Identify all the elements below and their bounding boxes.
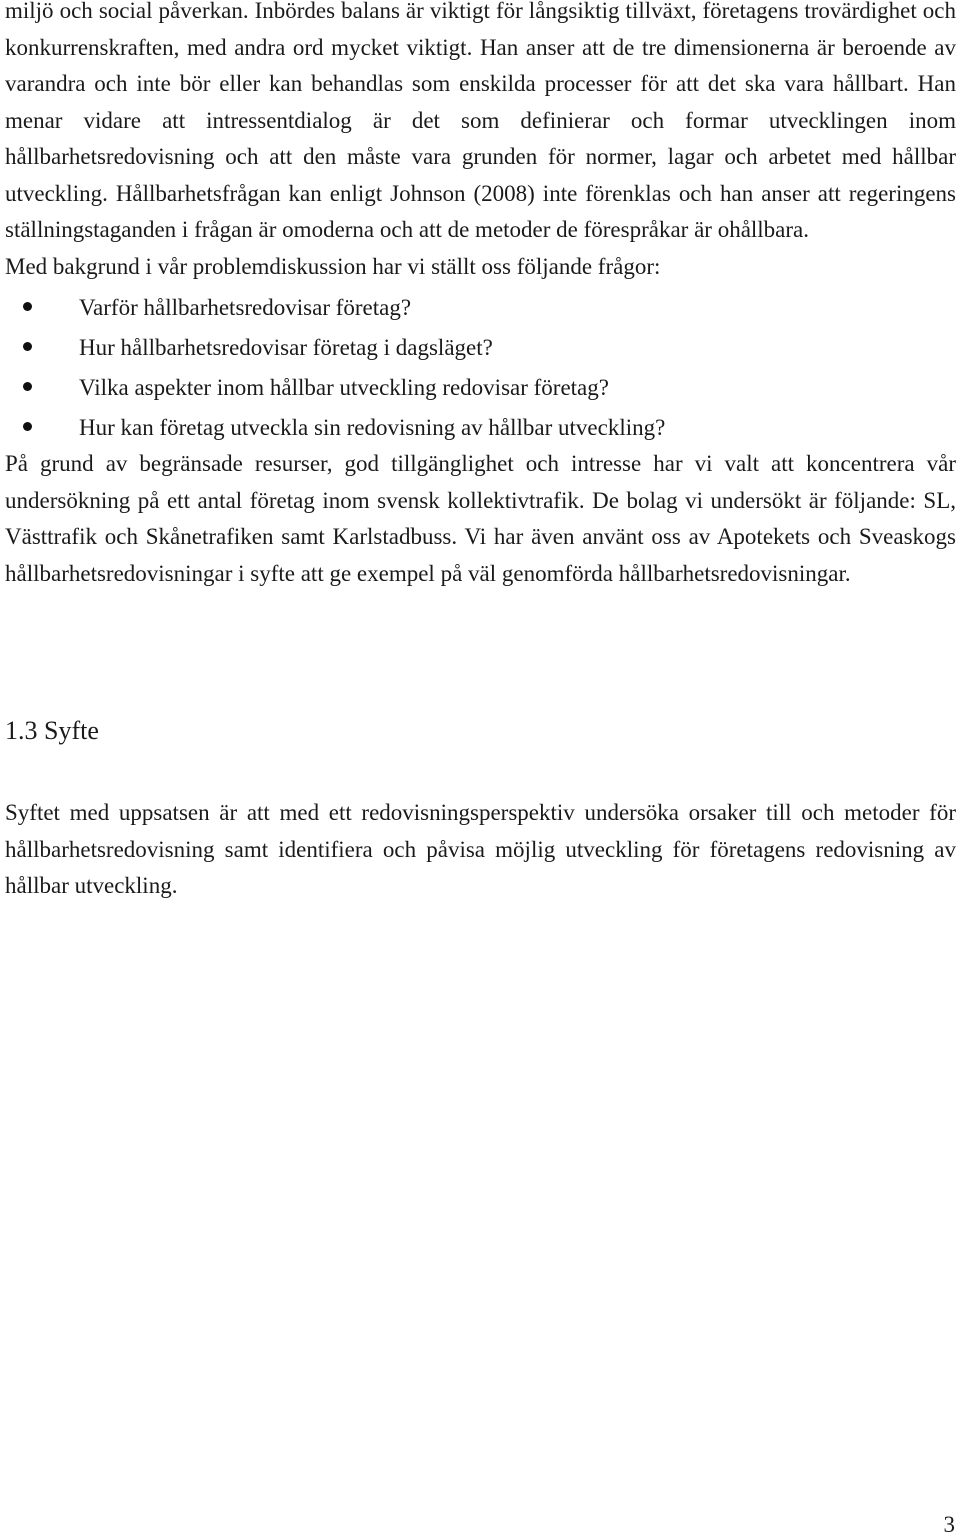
list-item-text: Hur kan företag utveckla sin redovisning av hållbar utveckling?	[79, 415, 666, 440]
bullet-dot-icon	[23, 302, 32, 311]
bullet-dot-icon	[23, 342, 32, 351]
list-item-text: Hur hållbarhetsredovisar företag i dagsläget?	[79, 335, 493, 360]
bullet-dot-icon	[23, 422, 32, 431]
list-item-text: Varför hållbarhetsredovisar företag?	[79, 295, 412, 320]
list-item	[5, 328, 956, 368]
question-list	[5, 288, 956, 448]
list-item	[5, 408, 956, 448]
scope-paragraph: På grund av begränsade resurser, god tillgänglighet och intresse har vi valt att koncentrera vår undersökning på ett antal företag inom svensk kollektivtrafik. De bolag vi undersökt är följande: SL, Västtrafik och Skånetrafiken samt Karlstadbuss. Vi har även använt oss av Apotekets och Sveaskogs hållbarhetsredovisningar i syfte att ge exempel på väl genomförda hållbarhetsredovisningar.	[5, 451, 956, 586]
list-item-text: Vilka aspekter inom hållbar utveckling redovisar företag?	[79, 375, 609, 400]
bullet-dot-icon	[23, 382, 32, 391]
page-number: 3	[943, 1512, 955, 1537]
body-paragraph: miljö och social påverkan. Inbördes balans är viktigt för långsiktig tillväxt, företagens trovärdighet och konkurrenskraften, med andra ord mycket viktigt. Han anser att de tre dimensionerna är beroende av varandra och inte bör eller kan behandlas som enskilda processer för att det ska vara hållbart. Han menar vidare att intressentdialog är det som definierar och formar utvecklingen inom hållbarhetsredovisning och att den måste vara grunden för normer, lagar och arbetet med hållbar utveckling. Hållbarhetsfrågan kan enligt Johnson (2008) inte förenklas och han anser att regeringens ställningstaganden i frågan är omoderna och att de metoder de förespråkar är ohållbara.	[5, 0, 956, 242]
list-item	[5, 288, 956, 328]
document-page	[5, 0, 956, 898]
purpose-paragraph: Syftet med uppsatsen är att med ett redovisningsperspektiv undersöka orsaker till och metoder för hållbarhetsredovisning samt identifiera och påvisa möjlig utveckling för företagens redovisning av hållbar utveckling.	[5, 800, 956, 898]
section-heading: 1.3 Syfte	[5, 716, 99, 745]
list-item	[5, 368, 956, 408]
questions-intro-paragraph: Med bakgrund i vår problemdiskussion har vi ställt oss följande frågor:	[5, 253, 661, 279]
